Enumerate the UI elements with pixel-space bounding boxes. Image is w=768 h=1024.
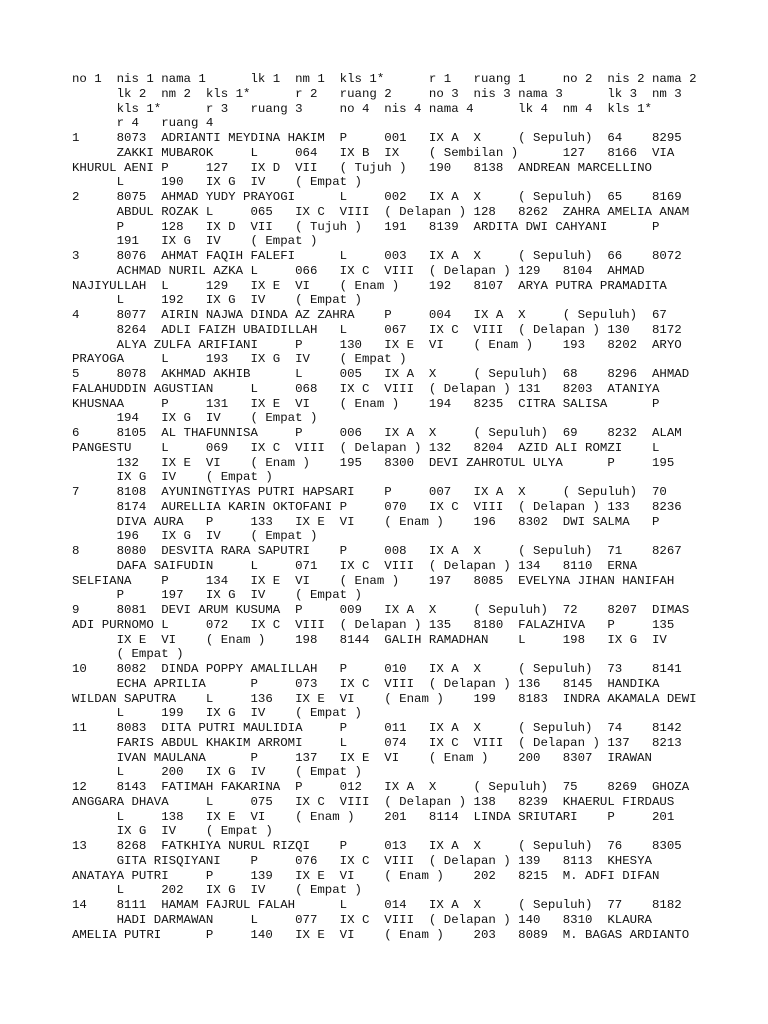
text-line: ACHMAD NURIL AZKA L 066 IX C VIII ( Delapan ) 129 8104 AHMAD bbox=[72, 263, 645, 278]
text-line: 12 8143 FATIMAH FAKARINA P 012 IX A X ( Sepuluh) 75 8269 GHOZA bbox=[72, 780, 690, 794]
text-line: IX G IV ( Empat ) bbox=[72, 824, 273, 839]
text-line: HADI DARMAWAN L 077 IX C VIII ( Delapan ) 140 8310 KLAURA bbox=[72, 912, 652, 927]
text-line: ( Empat ) bbox=[72, 647, 184, 662]
text-line: FALAHUDDIN AGUSTIAN L 068 IX C VIII ( Delapan ) 131 8203 ATANIYA bbox=[72, 381, 660, 396]
text-line: 2 8075 AHMAD YUDY PRAYOGI L 002 IX A X ( Sepuluh) 65 8169 bbox=[72, 190, 682, 204]
text-line: no 1 nis 1 nama 1 lk 1 nm 1 kls 1* r 1 ruang 1 no 2 nis 2 nama 2 bbox=[72, 72, 697, 86]
text-line: 3 8076 AHMAT FAQIH FALEFI L 003 IX A X ( Sepuluh) 66 8072 bbox=[72, 249, 682, 263]
text-line: 10 8082 DINDA POPPY AMALILLAH P 010 IX A X ( Sepuluh) 73 8141 bbox=[72, 662, 682, 676]
text-line: WILDAN SAPUTRA L 136 IX E VI ( Enam ) 199 8183 INDRA AKAMALA DEWI bbox=[72, 691, 697, 706]
text-line: L 138 IX E VI ( Enam ) 201 8114 LINDA SRIUTARI P 201 bbox=[72, 809, 675, 824]
text-line: ADI PURNOMO L 072 IX C VIII ( Delapan ) 135 8180 FALAZHIVA P 135 bbox=[72, 617, 675, 632]
text-line: 6 8105 AL THAFUNNISA P 006 IX A X ( Sepuluh) 69 8232 ALAM bbox=[72, 426, 682, 440]
text-line: lk 2 nm 2 kls 1* r 2 ruang 2 no 3 nis 3 nama 3 lk 3 nm 3 bbox=[72, 86, 682, 101]
text-line: DAFA SAIFUDIN L 071 IX C VIII ( Delapan ) 134 8110 ERNA bbox=[72, 558, 638, 573]
text-line: ZAKKI MUBAROK L 064 IX B IX ( Sembilan ) 127 8166 VIA bbox=[72, 145, 675, 160]
text-line: 1 8073 ADRIANTI MEYDINA HAKIM P 001 IX A X ( Sepuluh) 64 8295 bbox=[72, 131, 682, 145]
text-line: 8 8080 DESVITA RARA SAPUTRI P 008 IX A X ( Sepuluh) 71 8267 bbox=[72, 544, 682, 558]
text-line: L 200 IX G IV ( Empat ) bbox=[72, 765, 362, 780]
text-line: L 202 IX G IV ( Empat ) bbox=[72, 883, 362, 898]
text-line: KHURUL AENI P 127 IX D VII ( Tujuh ) 190 8138 ANDREAN MARCELLINO bbox=[72, 160, 652, 175]
text-line: kls 1* r 3 ruang 3 no 4 nis 4 nama 4 lk 4 nm 4 kls 1* bbox=[72, 101, 652, 116]
text-line: PANGESTU L 069 IX C VIII ( Delapan ) 132 8204 AZID ALI ROMZI L bbox=[72, 440, 660, 455]
text-line: 13 8268 FATKHIYA NURUL RIZQI P 013 IX A X ( Sepuluh) 76 8305 bbox=[72, 839, 682, 853]
text-line: ANATAYA PUTRI P 139 IX E VI ( Enam ) 202 8215 M. ADFI DIFAN bbox=[72, 868, 660, 883]
text-line: GITA RISQIYANI P 076 IX C VIII ( Delapan ) 139 8113 KHESYA bbox=[72, 853, 652, 868]
text-line: P 128 IX D VII ( Tujuh ) 191 8139 ARDITA DWI CAHYANI P bbox=[72, 219, 660, 234]
text-line: FARIS ABDUL KHAKIM ARROMI L 074 IX C VIII ( Delapan ) 137 8213 bbox=[72, 735, 682, 750]
text-line: 8174 AURELLIA KARIN OKTOFANI P 070 IX C VIII ( Delapan ) 133 8236 bbox=[72, 499, 682, 514]
text-line: PRAYOGA L 193 IX G IV ( Empat ) bbox=[72, 352, 407, 367]
text-line: ABDUL ROZAK L 065 IX C VIII ( Delapan ) 128 8262 ZAHRA AMELIA ANAM bbox=[72, 204, 690, 219]
text-line: 11 8083 DITA PUTRI MAULIDIA P 011 IX A X ( Sepuluh) 74 8142 bbox=[72, 721, 682, 735]
text-line: IVAN MAULANA P 137 IX E VI ( Enam ) 200 8307 IRAWAN bbox=[72, 750, 652, 765]
text-line: L 199 IX G IV ( Empat ) bbox=[72, 706, 362, 721]
text-line: AMELIA PUTRI P 140 IX E VI ( Enam ) 203 8089 M. BAGAS ARDIANTO bbox=[72, 927, 690, 942]
text-line: 132 IX E VI ( Enam ) 195 8300 DEVI ZAHROTUL ULYA P 195 bbox=[72, 455, 675, 470]
text-line: ECHA APRILIA P 073 IX C VIII ( Delapan ) 136 8145 HANDIKA bbox=[72, 676, 660, 691]
text-line: 7 8108 AYUNINGTIYAS PUTRI HAPSARI P 007 IX A X ( Sepuluh) 70 bbox=[72, 485, 667, 499]
text-line: L 192 IX G IV ( Empat ) bbox=[72, 293, 362, 308]
text-line: r 4 ruang 4 bbox=[72, 116, 214, 131]
document-body bbox=[72, 72, 697, 942]
text-line: ANGGARA DHAVA L 075 IX C VIII ( Delapan ) 138 8239 KHAERUL FIRDAUS bbox=[72, 794, 675, 809]
text-line: 5 8078 AKHMAD AKHIB L 005 IX A X ( Sepuluh) 68 8296 AHMAD bbox=[72, 367, 690, 381]
text-line: DIVA AURA P 133 IX E VI ( Enam ) 196 8302 DWI SALMA P bbox=[72, 514, 660, 529]
text-line: ALYA ZULFA ARIFIANI P 130 IX E VI ( Enam ) 193 8202 ARYO bbox=[72, 337, 682, 352]
text-line: P 197 IX G IV ( Empat ) bbox=[72, 588, 362, 603]
text-line: 9 8081 DEVI ARUM KUSUMA P 009 IX A X ( Sepuluh) 72 8207 DIMAS bbox=[72, 603, 690, 617]
text-line: NAJIYULLAH L 129 IX E VI ( Enam ) 192 8107 ARYA PUTRA PRAMADITA bbox=[72, 278, 667, 293]
text-line: 4 8077 AIRIN NAJWA DINDA AZ ZAHRA P 004 IX A X ( Sepuluh) 67 bbox=[72, 308, 667, 322]
text-line: IX G IV ( Empat ) bbox=[72, 470, 273, 485]
text-line: 8264 ADLI FAIZH UBAIDILLAH L 067 IX C VIII ( Delapan ) 130 8172 bbox=[72, 322, 682, 337]
text-line: KHUSNAA P 131 IX E VI ( Enam ) 194 8235 CITRA SALISA P bbox=[72, 396, 660, 411]
text-line: 194 IX G IV ( Empat ) bbox=[72, 411, 318, 426]
text-line: 191 IX G IV ( Empat ) bbox=[72, 234, 318, 249]
text-line: 196 IX G IV ( Empat ) bbox=[72, 529, 318, 544]
text-line: 14 8111 HAMAM FAJRUL FALAH L 014 IX A X ( Sepuluh) 77 8182 bbox=[72, 898, 682, 912]
text-line: L 190 IX G IV ( Empat ) bbox=[72, 175, 362, 190]
text-line: SELFIANA P 134 IX E VI ( Enam ) 197 8085 EVELYNA JIHAN HANIFAH bbox=[72, 573, 675, 588]
text-line: IX E VI ( Enam ) 198 8144 GALIH RAMADHAN L 198 IX G IV bbox=[72, 632, 667, 647]
